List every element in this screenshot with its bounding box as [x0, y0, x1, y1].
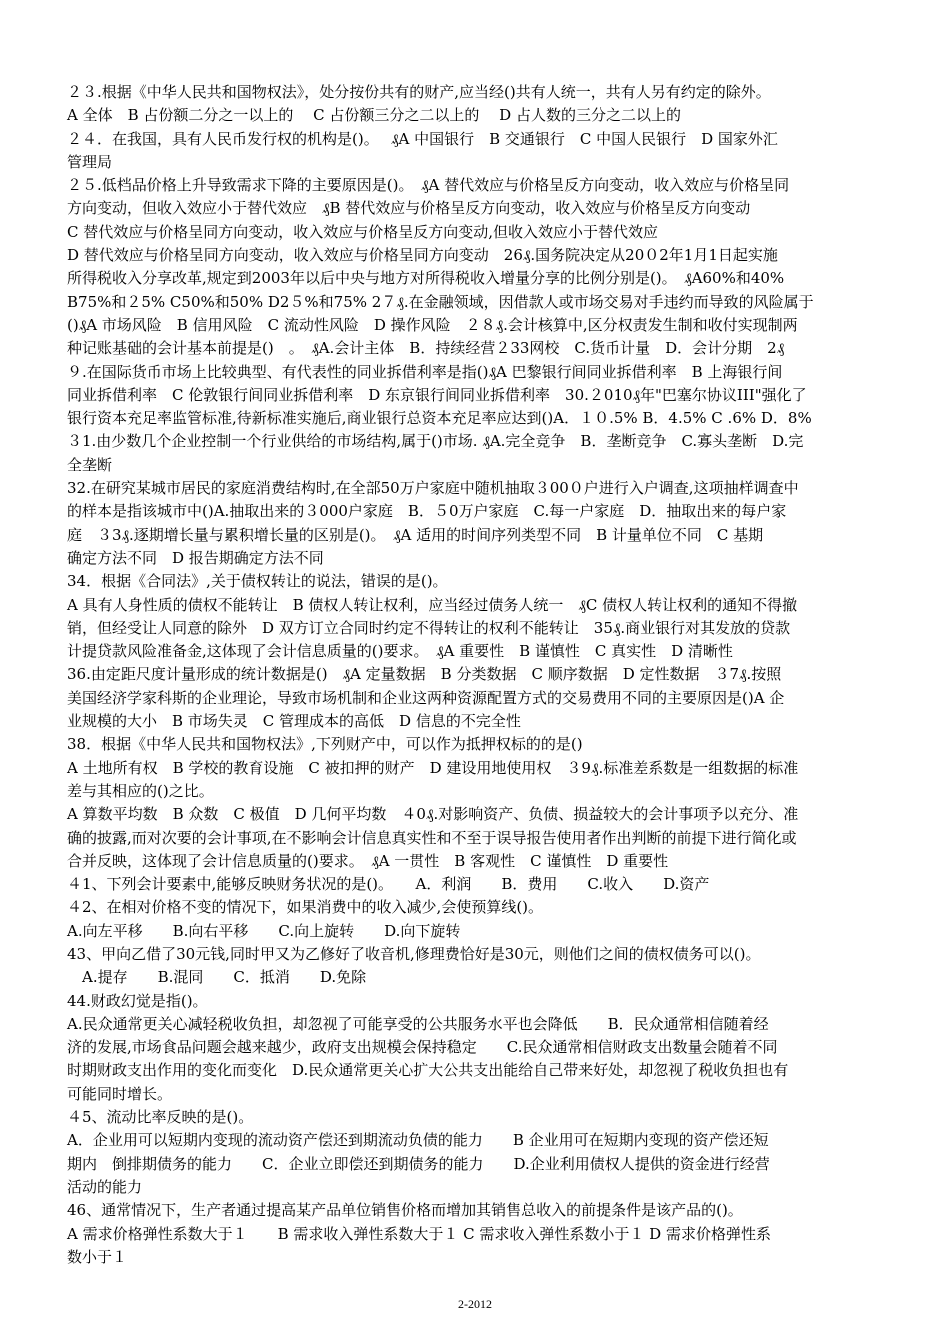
text-line: 差与其相应的()之比。 — [67, 781, 214, 800]
text-line: 34．根据《合同法》,关于债权转让的说法，错误的是()。 — [67, 572, 448, 591]
text-line: A 具有人身性质的债权不能转让 B 债权人转让权利，应当经过债务人统一 ₰C 债权人转让权利的通知不得撤 — [67, 595, 798, 614]
text-line: A 算数平均数 B 众数 C 极值 D 几何平均数 ４0₰.对影响资产、负债、损益较大的会计事项予以充分、准 — [67, 805, 799, 824]
text-line: A.向左平移 B.向右平移 C.向上旋转 D.向下旋转 — [67, 921, 461, 940]
text-line: 可能同时增长。 — [67, 1084, 173, 1103]
text-line: 种记账基础的会计基本前提是() 。 ₰A.会计主体 B．持续经营２33网校 C.货币计量 D．会计分期 2₰ — [67, 339, 785, 358]
text-line: 银行资本充足率监管标准,待新标准实施后,商业银行总资本充足率应达到()A．１０.5% B．4.5% C .6% D．8% — [67, 409, 812, 428]
text-line: 的样本是指该城市中()A.抽取出来的３000户家庭 B．５0万户家庭 C.每一户家庭 D．抽取出来的每户家 — [67, 502, 787, 521]
text-line: 43、甲向乙借了30元钱,同时甲又为乙修好了收音机,修理费恰好是30元，则他们之间的债权债务可以()。 — [67, 944, 761, 963]
text-line: ２３.根据《中华人民共和国物权法》，处分按份共有的财产,应当经()共有人统一，共有人另有约定的除外。 — [67, 83, 771, 101]
text-line: 确的披露,而对次要的会计事项,在不影响会计信息真实性和不至于误导报告使用者作出判断的前提下进行简化或 — [67, 828, 797, 847]
text-line: 时期财政支出作用的变化而变化 D.民众通常更关心扩大公共支出能给自己带来好处，却忽视了税收负担也有 — [67, 1061, 789, 1080]
question-text-block — [67, 81, 885, 1269]
text-line: 32.在研究某城市居民的家庭消费结构时,在全部50万户家庭中随机抽取３00０户进行入户调查,这项抽样调查中 — [67, 479, 799, 498]
text-line: 活动的能力 — [67, 1177, 143, 1196]
text-line: ３1.由少数几个企业控制一个行业供给的市场结构,属于()市场. ₰A.完全竞争 B．垄断竞争 C.寡头垄断 D.完 — [67, 432, 804, 451]
text-line: 36.由定距尺度计量形成的统计数据是() ₰A 定量数据 B 分类数据 C 顺序数据 D 定性数据 ３7₰.按照 — [67, 665, 782, 684]
text-line: 计提贷款风险准备金,这体现了会计信息质量的()要求。 ₰A 重要性 B 谨慎性 C 真实性 D 清晰性 — [67, 642, 733, 661]
text-line: 庭 ３3₰.逐期增长量与累积增长量的区别是()。 ₰A 适用的时间序列类型不同 B 计量单位不同 C 基期 — [67, 525, 764, 544]
text-line: 46、通常情况下，生产者通过提高某产品单位销售价格而增加其销售总收入的前提条件是该产品的()。 — [67, 1201, 743, 1220]
text-line: ２４．在我国，具有人民币发行权的机构是()。 ₰A 中国银行 B 交通银行 C 中国人民银行 D 国家外汇 — [67, 129, 778, 148]
text-line: ４1、下列会计要素中,能够反映财务状况的是()。 A．利润 B．费用 C.收入 D.资产 — [67, 875, 710, 894]
text-line: 全垄断 — [67, 455, 113, 474]
text-line: A 全体 B 占份额二分之一以上的 C 占份额三分之二以上的 D 占人数的三分之二以上的 — [67, 106, 681, 125]
text-line: ４2、在相对价格不变的情况下，如果消费中的收入减少,会使预算线()。 — [67, 898, 544, 917]
text-line: 44.财政幻觉是指()。 — [67, 991, 208, 1010]
text-line: 销，但经受让人同意的除外 D 双方订立合同时约定不得转让的权利不能转让 35₰.商业银行对其发放的贷款 — [67, 618, 791, 637]
text-line: ()₰A 市场风险 B 信用风险 C 流动性风险 D 操作风险 ２８₰.会计核算中,区分权责发生制和收付实现制两 — [67, 315, 798, 334]
text-line: A 土地所有权 B 学校的教育设施 C 被扣押的财产 D 建设用地使用权 ３9₰.标准差系数是一组数据的标准 — [67, 758, 799, 777]
text-line: 数小于１ — [67, 1247, 128, 1266]
text-line: A．企业用可以短期内变现的流动资产偿还到期流动负债的能力 B 企业用可在短期内变现的资产偿还短 — [67, 1131, 769, 1150]
text-line: ４5、流动比率反映的是()。 — [67, 1108, 254, 1127]
text-line: 业规模的大小 B 市场失灵 C 管理成本的高低 D 信息的不完全性 — [67, 712, 521, 731]
text-line: B75%和２5% C50%和50% D2５%和75% 2７₰.在金融领域，因借款人或市场交易对手违约而导致的风险属于 — [67, 292, 814, 311]
text-line: 同业拆借利率 C 伦敦银行间同业拆借利率 D 东京银行间同业拆借利率 30.２010₰年"巴塞尔协议III"强化了 — [67, 385, 807, 404]
text-line: 确定方法不同 D 报告期确定方法不同 — [67, 548, 324, 567]
text-line: 美国经济学家科斯的企业理论，导致市场机制和企业这两种资源配置方式的交易费用不同的主要原因是()A 企 — [67, 688, 785, 707]
text-line: C 替代效应与价格呈同方向变动，收入效应与价格呈反方向变动,但收入效应小于替代效应 — [67, 222, 659, 241]
text-line: ９.在国际货币市场上比较典型、有代表性的同业拆借利率是指()₰A 巴黎银行间同业拆借利率 B 上海银行间 — [67, 362, 783, 381]
text-line: 方向变动，但收入效应小于替代效应 ₰B 替代效应与价格呈反方向变动，收入效应与价格呈反方向变动 — [67, 199, 751, 218]
text-line: A.提存 B.混同 C．抵消 D.免除 — [67, 968, 367, 987]
text-line: 合并反映，这体现了会计信息质量的()要求。 ₰A 一贯性 B 客观性 C 谨慎性 D 重要性 — [67, 851, 669, 870]
text-line: ２５.低档品价格上升导致需求下降的主要原因是()。 ₰A 替代效应与价格呈反方向变动，收入效应与价格呈同 — [67, 176, 790, 195]
text-line: A 需求价格弹性系数大于１ B 需求收入弹性系数大于１ C 需求收入弹性系数小于１ D 需求价格弹性系 — [67, 1224, 771, 1243]
text-line: 期内 倒排期债务的能力 C．企业立即偿还到期债务的能力 D.企业利用债权人提供的资金进行经营 — [67, 1154, 770, 1173]
text-line: 管理局 — [67, 152, 113, 171]
text-line: A.民众通常更关心减轻税收负担，却忽视了可能享受的公共服务水平也会降低 B．民众通常相信随着经 — [67, 1014, 769, 1033]
page-footer: 2-2012 — [458, 1297, 492, 1311]
text-line: 所得税收入分享改革,规定到2003年以后中央与地方对所得税收入增量分享的比例分别是()。 ₰A60%和40% — [67, 269, 785, 288]
text-line: 济的发展,市场食品问题会越来越少，政府支出规模会保持稳定 C.民众通常相信财政支出数量会随着不同 — [67, 1038, 778, 1057]
text-line: D 替代效应与价格呈同方向变动，收入效应与价格呈同方向变动 26₰.国务院决定从20０2年1月1日起实施 — [67, 246, 778, 265]
text-line: 38．根据《中华人民共和国物权法》,下列财产中，可以作为抵押权标的的是() — [67, 735, 583, 754]
